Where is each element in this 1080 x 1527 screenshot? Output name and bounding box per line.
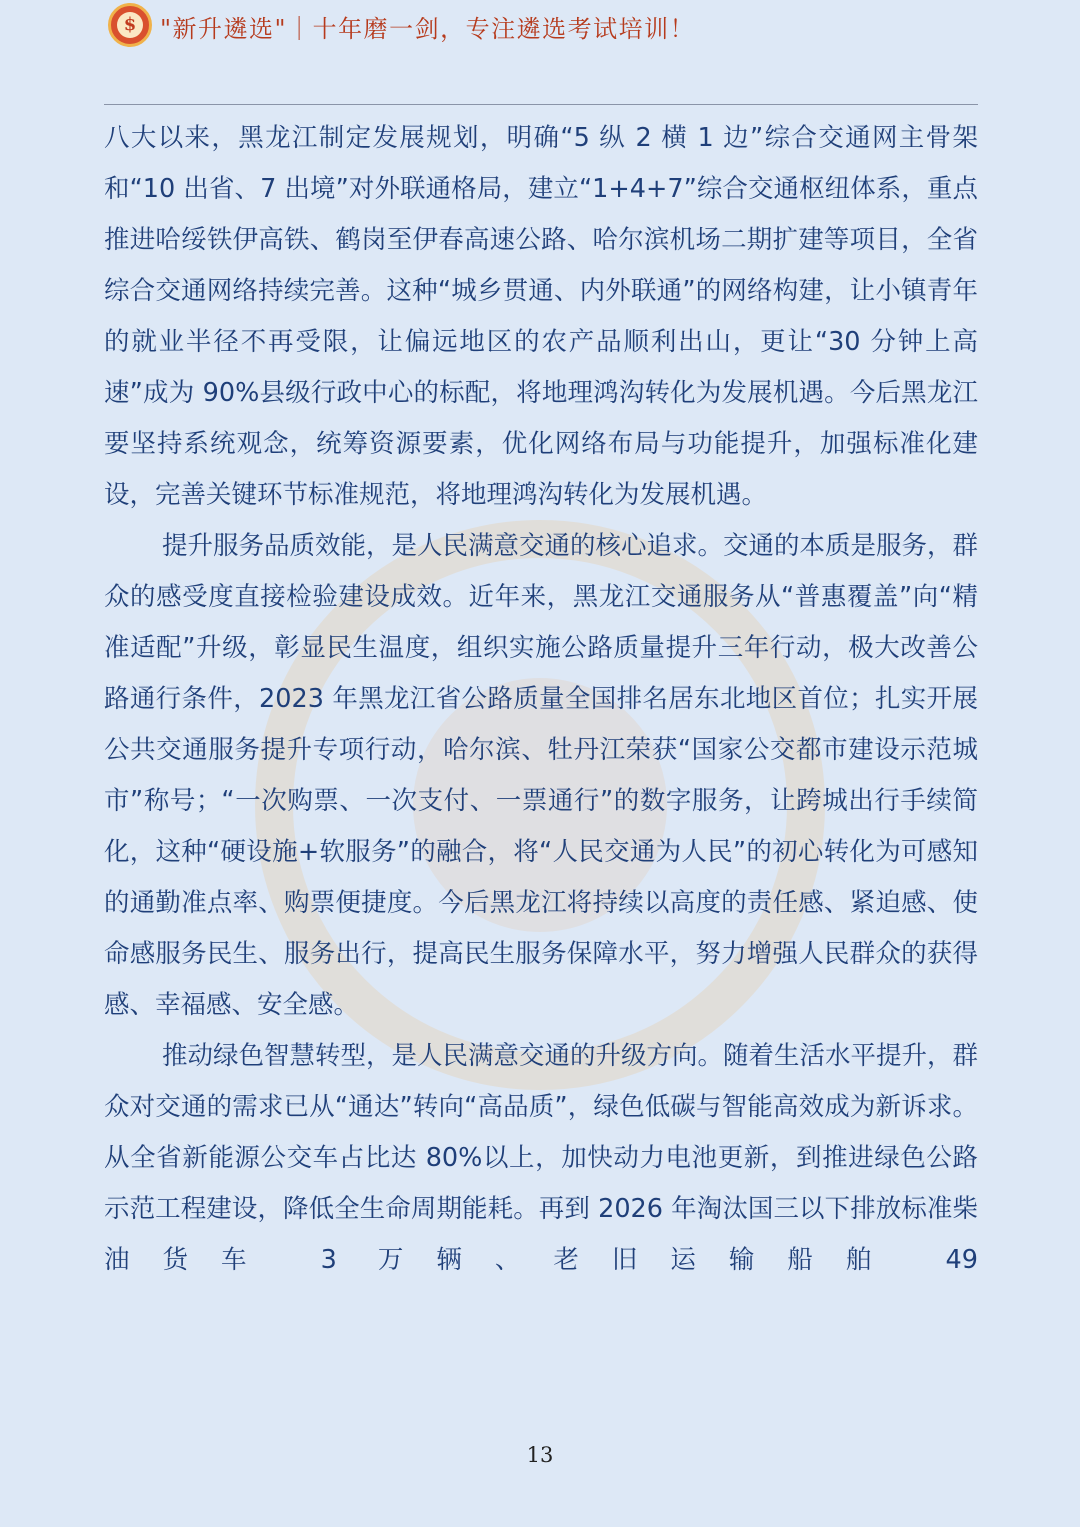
brand-logo-icon: $ (108, 3, 152, 47)
header-title: "新升遴选"｜十年磨一剑，专注遴选考试培训！ (160, 15, 696, 43)
page-header (104, 52, 978, 105)
paragraph-3: 推动绿色智慧转型，是人民满意交通的升级方向。随着生活水平提升，群众对交通的需求已从“通达”转向“高品质”，绿色低碳与智能高效成为新诉求。从全省新能源公交车占比达 80%以上，加快动力电池更新，到推进绿色公路示范工程建设，降低全生命周期能耗。再到 2026 年淘汰国三以下排放标准柴油货车 3 万辆、老旧运输船舶 49 (104, 1041, 979, 1275)
paragraph-2: 提升服务品质效能，是人民满意交通的核心追求。交通的本质是服务，群众的感受度直接检验建设成效。近年来，黑龙江交通服务从“普惠覆盖”向“精准适配”升级，彰显民生温度，组织实施公路质量提升三年行动，极大改善公路通行条件，2023 年黑龙江省公路质量全国排名居东北地区首位；扎实开展公共交通服务提升专项行动，哈尔滨、牡丹江荣获“国家公交都市建设示范城市”称号；“一次购票、一次支付、一票通行”的数字服务，让跨城出行手续简化，这种“硬设施+软服务”的融合，将“人民交通为人民”的初心转化为可感知的通勤准点率、购票便捷度。今后黑龙江将持续以高度的责任感、紧迫感、使命感服务民生、服务出行，提高民生服务保障水平，努力增强人民群众的获得感、幸福感、安全感。 (104, 531, 979, 1020)
paragraph-1: 八大以来，黑龙江制定发展规划，明确“5 纵 2 横 1 边”综合交通网主骨架和“10 出省、7 出境”对外联通格局，建立“1+4+7”综合交通枢纽体系，重点推进哈绥铁伊高铁、鹤岗至伊春高速公路、哈尔滨机场二期扩建等项目，全省综合交通网络持续完善。这种“城乡贯通、内外联通”的网络构建，让小镇青年的就业半径不再受限，让偏远地区的农产品顺利出山，更让“30 分钟上高速”成为 90%县级行政中心的标配，将地理鸿沟转化为发展机遇。今后黑龙江要坚持系统观念，统筹资源要素，优化网络布局与功能提升，加强标准化建设，完善关键环节标准规范，将地理鸿沟转化为发展机遇。 (104, 123, 978, 510)
document-body (104, 113, 978, 1286)
page-number: 13 (526, 1443, 554, 1467)
